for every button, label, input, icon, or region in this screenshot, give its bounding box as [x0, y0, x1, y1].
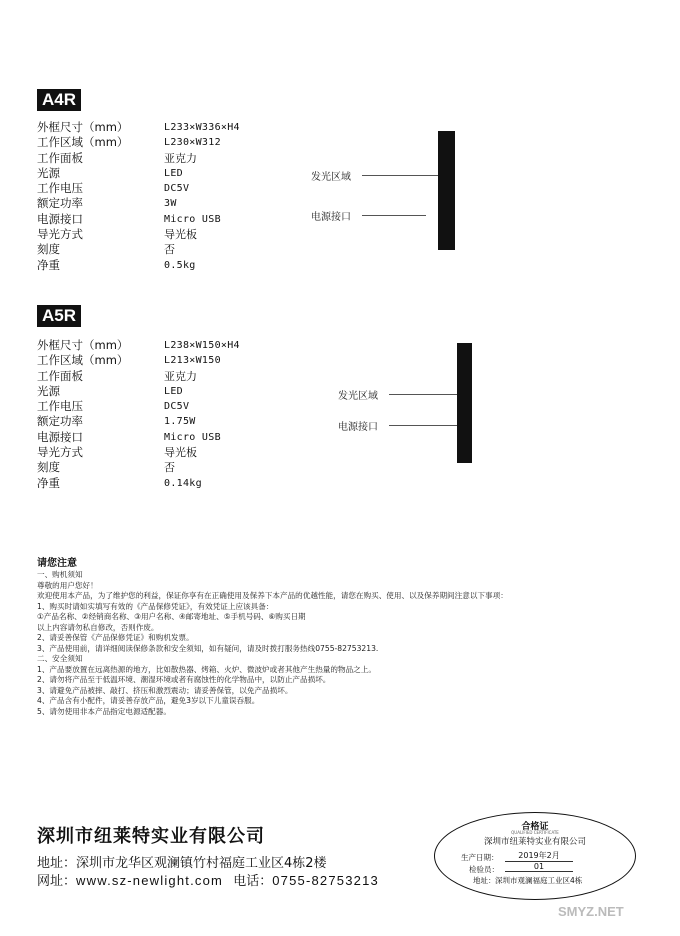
notes-line: 1、购买时请如实填写有效的《产品保修凭证》，有效凭证上应该具备：	[37, 601, 274, 611]
spec-value: 否	[164, 243, 175, 257]
spec-value: 亚克力	[164, 369, 197, 383]
spec-value: Micro USB	[164, 213, 221, 225]
notes-line: 3、产品使用前，请详细阅读保修条款和安全须知，如有疑问，请及时拨打服务热线0755-82753213.	[37, 643, 379, 653]
spec-row	[37, 120, 297, 135]
spec-label: 工作面板	[37, 150, 83, 165]
spec-value: 0.5kg	[164, 259, 196, 271]
notes-line: 1、产品要放置在远离热源的地方，比如散热器、烤箱、火炉、微波炉或者其他产生热量的物品之上。	[37, 664, 376, 674]
spec-value: 否	[164, 461, 175, 475]
phone-label: 电话：	[233, 874, 273, 889]
a5r-panel-edge	[457, 343, 472, 463]
spec-value: 3W	[164, 198, 177, 210]
watermark: SMYZ.NET	[558, 904, 624, 919]
spec-label: 工作区域（mm）	[37, 353, 129, 368]
notes-title: 请您注意	[37, 558, 77, 569]
spec-row	[37, 460, 297, 475]
certificate-date: 2019年2月	[505, 850, 573, 862]
spec-value: 导光板	[164, 228, 197, 242]
spec-value: L233×W336×H4	[164, 122, 240, 133]
spec-label: 额定功率	[37, 414, 83, 429]
spec-label: 工作区域（mm）	[37, 135, 129, 150]
usage-notes	[37, 557, 637, 717]
spec-row	[37, 166, 297, 181]
spec-label: 导光方式	[37, 445, 83, 460]
notes-line: 3、请避免产品被摔、敲打、挤压和激烈震动；请妥善保管，以免产品损坏。	[37, 685, 293, 695]
spec-row	[37, 445, 297, 460]
spec-row	[37, 384, 297, 399]
spec-row	[37, 430, 297, 445]
a5r-power-port-line	[389, 425, 457, 426]
spec-value: LED	[164, 167, 183, 179]
address-line	[37, 852, 327, 871]
notes-line: 4、产品含有小配件，请妥善存放产品，避免3岁以下儿童误吞服。	[37, 696, 260, 705]
a4r-light-area-label: 发光区域	[311, 172, 351, 183]
spec-label: 额定功率	[37, 196, 83, 211]
spec-value: L238×W150×H4	[164, 340, 240, 351]
spec-value: DC5V	[164, 183, 190, 195]
a4r-badge: A4R	[37, 89, 81, 111]
spec-label: 净重	[37, 257, 60, 272]
address-label: 地址：	[37, 856, 77, 871]
spec-row	[37, 151, 297, 166]
spec-label: 光源	[37, 383, 60, 398]
spec-label: 导光方式	[37, 227, 83, 242]
spec-row	[37, 212, 297, 227]
notes-line: 尊敬的用户您好！	[37, 580, 98, 590]
spec-value: LED	[164, 385, 183, 397]
spec-value: 1.75W	[164, 416, 196, 428]
certificate-date-label: 生产日期：	[461, 853, 499, 862]
qualified-certificate-stamp	[434, 812, 636, 900]
spec-label: 工作电压	[37, 181, 83, 196]
certificate-inspector: 01	[505, 862, 573, 872]
notes-line: ①产品名称、②经销商名称、③用户名称、④邮寄地址、⑤手机号码、⑥购买日期	[37, 612, 306, 621]
spec-label: 外框尺寸（mm）	[37, 338, 129, 352]
notes-line: 2、请勿将产品至于低温环境、潮湿环境或者有腐蚀性的化学物品中，以防止产品损坏。	[37, 675, 331, 684]
spec-value: L230×W312	[164, 137, 221, 149]
notes-line: 一、购机须知	[37, 570, 83, 579]
spec-row	[37, 399, 297, 414]
spec-label: 工作面板	[37, 368, 83, 383]
spec-row	[37, 196, 297, 211]
web-label: 网址：	[37, 874, 77, 889]
spec-value: 0.14kg	[164, 477, 202, 489]
certificate-title: 合格证	[521, 822, 549, 832]
notes-line: 欢迎使用本产品，为了维护您的利益，保证你享有在正确使用及保养下本产品的优越性能，请您在购买、使用、以及保养期间注意以下事项：	[37, 591, 508, 600]
spec-row	[37, 369, 297, 384]
notes-line: 5、请勿使用非本产品指定电源适配器。	[37, 706, 171, 716]
a4r-light-area-line	[362, 175, 438, 176]
spec-row	[37, 414, 297, 429]
spec-row	[37, 258, 297, 273]
a5r-power-port-label: 电源接口	[338, 422, 378, 433]
a5r-light-area-line	[389, 394, 457, 395]
certificate-address-label: 地址：	[473, 876, 496, 885]
notes-body	[37, 570, 637, 717]
spec-label: 净重	[37, 475, 60, 490]
a5r-light-area-label: 发光区域	[338, 391, 378, 402]
contact-line	[37, 870, 379, 889]
a4r-spec-table	[37, 120, 297, 273]
spec-row	[37, 227, 297, 242]
spec-row	[37, 181, 297, 196]
spec-value: 导光板	[164, 446, 197, 460]
company-name: 深圳市纽莱特实业有限公司	[37, 826, 265, 847]
notes-line: 2、请妥善保管《产品保修凭证》和购机发票。	[37, 633, 194, 642]
spec-label: 电源接口	[37, 429, 83, 444]
a4r-power-port-label: 电源接口	[311, 212, 351, 223]
spec-row	[37, 135, 297, 150]
spec-row	[37, 338, 297, 353]
spec-row	[37, 476, 297, 491]
spec-label: 电源接口	[37, 211, 83, 226]
spec-row	[37, 242, 297, 257]
spec-label: 外框尺寸（mm）	[37, 120, 129, 134]
address-text: 深圳市龙华区观澜镇竹村福庭工业区4栋2楼	[76, 856, 327, 871]
certificate-company: 深圳市纽莱特实业有限公司	[483, 837, 586, 847]
spec-label: 工作电压	[37, 399, 83, 414]
spec-row	[37, 353, 297, 368]
spec-label: 刻度	[37, 460, 60, 475]
certificate-inspector-label: 检验员：	[469, 865, 499, 874]
a4r-power-port-line	[362, 215, 426, 216]
a5r-badge: A5R	[37, 305, 81, 327]
a4r-panel-edge	[438, 131, 455, 250]
notes-line: 以上内容请勿私自修改，否则作废。	[37, 622, 159, 632]
certificate-subtitle: QUALIFIED CERTIFICATE	[511, 830, 559, 835]
web-address: www.sz-newlight.com	[76, 873, 224, 888]
a5r-spec-table	[37, 338, 297, 491]
spec-value: DC5V	[164, 401, 190, 413]
certificate-address: 深圳市观澜福庭工业区4栋	[495, 876, 583, 885]
notes-line: 二、安全须知	[37, 654, 83, 663]
spec-label: 刻度	[37, 242, 60, 257]
spec-value: Micro USB	[164, 431, 221, 443]
phone-number: 0755-82753213	[272, 873, 379, 888]
spec-value: 亚克力	[164, 151, 197, 165]
spec-value: L213×W150	[164, 355, 221, 367]
spec-label: 光源	[37, 165, 60, 180]
